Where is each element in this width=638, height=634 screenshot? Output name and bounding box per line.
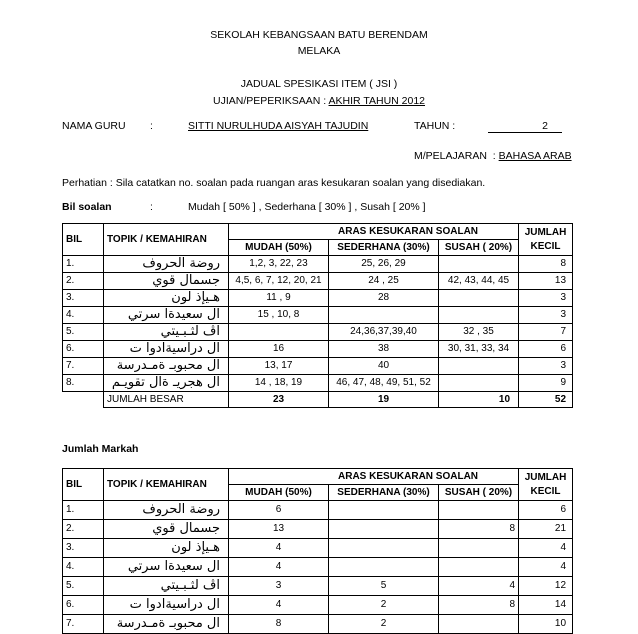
row-hard (439, 375, 519, 392)
row-topic: هـيإذ لون (104, 539, 229, 558)
col-total-line1: JUMLAH (524, 471, 567, 483)
table-row (63, 307, 573, 324)
row-medium: 24 , 25 (329, 273, 439, 290)
col-bil: BIL (63, 469, 104, 501)
row-medium (329, 501, 439, 520)
row-easy: 15 , 10, 8 (229, 307, 329, 324)
row-number: 7. (63, 615, 104, 634)
row-number: 8. (63, 375, 104, 392)
row-total: 9 (519, 375, 573, 392)
row-easy: 1,2, 3, 22, 23 (229, 256, 329, 273)
row-medium (329, 539, 439, 558)
row-topic: جسمال قوي (104, 520, 229, 539)
table-row (63, 375, 573, 392)
row-number: 4. (63, 558, 104, 577)
table-row (63, 324, 573, 341)
row-easy: 8 (229, 615, 329, 634)
row-topic: ال سعيدةا سرتي (104, 558, 229, 577)
row-total: 3 (519, 290, 573, 307)
marks-table (62, 468, 573, 634)
subject-line (414, 150, 572, 162)
col-total (519, 224, 573, 256)
row-hard (439, 290, 519, 307)
instruction-note: Perhatian : Sila catatkan no. soalan pada ruangan aras kesukaran soalan yang disediakan. (62, 177, 486, 189)
col-topic: TOPIK / KEMAHIRAN (104, 469, 229, 501)
row-topic: اڤ لثـبـيتي (104, 324, 229, 341)
row-number: 1. (63, 501, 104, 520)
table-row (63, 539, 573, 558)
row-number: 5. (63, 324, 104, 341)
row-easy: 13, 17 (229, 358, 329, 375)
row-number: 6. (63, 596, 104, 615)
subject-label: M/PELAJARAN (414, 150, 487, 162)
col-total-line2: KECIL (530, 485, 561, 497)
row-total: 6 (519, 501, 573, 520)
table-row (63, 501, 573, 520)
teacher-label: NAMA GURU (62, 120, 126, 132)
row-medium (329, 520, 439, 539)
row-total: 8 (519, 256, 573, 273)
col-hard: SUSAH ( 20%) (439, 240, 519, 256)
grand-total-hard: 10 (439, 392, 519, 408)
table-row (63, 273, 573, 290)
table-row (63, 290, 573, 307)
row-medium: 40 (329, 358, 439, 375)
row-number: 2. (63, 273, 104, 290)
row-easy: 6 (229, 501, 329, 520)
subject-colon: : (492, 150, 499, 162)
col-bil: BIL (63, 224, 104, 256)
table-row (63, 358, 573, 375)
row-hard: 4 (439, 577, 519, 596)
col-easy: MUDAH (50%) (229, 485, 329, 501)
teacher-colon: : (150, 120, 153, 132)
row-topic: ال دراسيةادوا ت (104, 596, 229, 615)
row-number: 7. (63, 358, 104, 375)
table-row (63, 256, 573, 273)
row-easy: 16 (229, 341, 329, 358)
col-levels: ARAS KESUKARAN SOALAN (229, 469, 519, 485)
col-topic: TOPIK / KEMAHIRAN (104, 224, 229, 256)
row-easy: 4,5, 6, 7, 12, 20, 21 (229, 273, 329, 290)
row-medium: 24,36,37,39,40 (329, 324, 439, 341)
row-topic: ال محبوبـ ةمـدرسة (104, 358, 229, 375)
row-easy: 4 (229, 596, 329, 615)
row-total: 10 (519, 615, 573, 634)
row-medium: 2 (329, 596, 439, 615)
grand-total-medium: 19 (329, 392, 439, 408)
question-count-value: Mudah [ 50% ] , Sederhana [ 30% ] , Susah [ 20% ] (188, 201, 426, 213)
col-easy: MUDAH (50%) (229, 240, 329, 256)
col-levels: ARAS KESUKARAN SOALAN (229, 224, 519, 240)
row-number: 6. (63, 341, 104, 358)
row-hard (439, 501, 519, 520)
row-number: 1. (63, 256, 104, 273)
row-easy: 4 (229, 539, 329, 558)
table-row (63, 341, 573, 358)
row-hard (439, 558, 519, 577)
school-name: SEKOLAH KEBANGSAAN BATU BERENDAM (210, 29, 428, 41)
row-total: 4 (519, 558, 573, 577)
row-medium: 2 (329, 615, 439, 634)
row-total: 7 (519, 324, 573, 341)
row-topic: روضة الحروف (104, 256, 229, 273)
exam-name: AKHIR TAHUN 2012 (328, 95, 426, 107)
row-medium: 25, 26, 29 (329, 256, 439, 273)
row-topic: روضة الحروف (104, 501, 229, 520)
col-medium: SEDERHANA (30%) (329, 485, 439, 501)
table-row (63, 577, 573, 596)
exam-line (0, 95, 638, 107)
row-topic: ال سعيدةا سرتي (104, 307, 229, 324)
row-easy: 3 (229, 577, 329, 596)
year-label: TAHUN : (414, 120, 456, 132)
row-easy (229, 324, 329, 341)
row-total: 3 (519, 307, 573, 324)
row-medium: 46, 47, 48, 49, 51, 52 (329, 375, 439, 392)
col-total-line2: KECIL (530, 240, 561, 252)
row-total: 6 (519, 341, 573, 358)
row-total: 13 (519, 273, 573, 290)
row-easy: 11 , 9 (229, 290, 329, 307)
row-total: 12 (519, 577, 573, 596)
row-topic: جسمال قوي (104, 273, 229, 290)
row-hard (439, 307, 519, 324)
col-hard: SUSAH ( 20%) (439, 485, 519, 501)
exam-prefix: UJIAN/PEPERIKSAAN : (212, 95, 329, 107)
row-number: 2. (63, 520, 104, 539)
col-total (519, 469, 573, 501)
row-easy: 13 (229, 520, 329, 539)
table-row (63, 615, 573, 634)
row-medium (329, 558, 439, 577)
grand-total-all: 52 (519, 392, 573, 408)
col-total-line1: JUMLAH (524, 226, 567, 238)
row-hard (439, 256, 519, 273)
subject-value: BAHASA ARAB (498, 150, 572, 162)
row-hard: 8 (439, 596, 519, 615)
row-hard: 42, 43, 44, 45 (439, 273, 519, 290)
table-total-row (63, 392, 573, 408)
state-name: MELAKA (297, 45, 341, 57)
section-marks-title: Jumlah Markah (62, 443, 139, 455)
row-total: 21 (519, 520, 573, 539)
row-hard: 32 , 35 (439, 324, 519, 341)
table-row (63, 520, 573, 539)
row-topic: اڤ لثـبـيتي (104, 577, 229, 596)
row-easy: 4 (229, 558, 329, 577)
row-hard: 30, 31, 33, 34 (439, 341, 519, 358)
year-value-text: 2 (542, 120, 548, 132)
table-row (63, 558, 573, 577)
row-total: 14 (519, 596, 573, 615)
row-hard: 8 (439, 520, 519, 539)
row-hard (439, 539, 519, 558)
row-medium: 38 (329, 341, 439, 358)
row-total: 4 (519, 539, 573, 558)
question-count-colon: : (150, 201, 153, 213)
row-topic: ال محبوبـ ةمـدرسة (104, 615, 229, 634)
row-total: 3 (519, 358, 573, 375)
row-topic: ال هجريـ ةال تقويـم (104, 375, 229, 392)
item-spec-table (62, 223, 573, 408)
row-number: 3. (63, 290, 104, 307)
row-hard (439, 358, 519, 375)
row-easy: 14 , 18, 19 (229, 375, 329, 392)
row-number: 5. (63, 577, 104, 596)
row-number: 4. (63, 307, 104, 324)
document-title: JADUAL SPESIKASI ITEM ( JSI ) (240, 78, 398, 90)
table-row (63, 596, 573, 615)
row-topic: هـيإذ لون (104, 290, 229, 307)
row-medium: 28 (329, 290, 439, 307)
row-hard (439, 615, 519, 634)
grand-total-easy: 23 (229, 392, 329, 408)
row-medium (329, 307, 439, 324)
row-number: 3. (63, 539, 104, 558)
teacher-name: SITTI NURULHUDA AISYAH TAJUDIN (188, 120, 369, 132)
year-value (488, 120, 562, 133)
grand-total-label: JUMLAH BESAR (104, 392, 229, 408)
col-medium: SEDERHANA (30%) (329, 240, 439, 256)
question-count-label: Bil soalan (62, 201, 112, 213)
row-medium: 5 (329, 577, 439, 596)
row-topic: ال دراسيةادوا ت (104, 341, 229, 358)
